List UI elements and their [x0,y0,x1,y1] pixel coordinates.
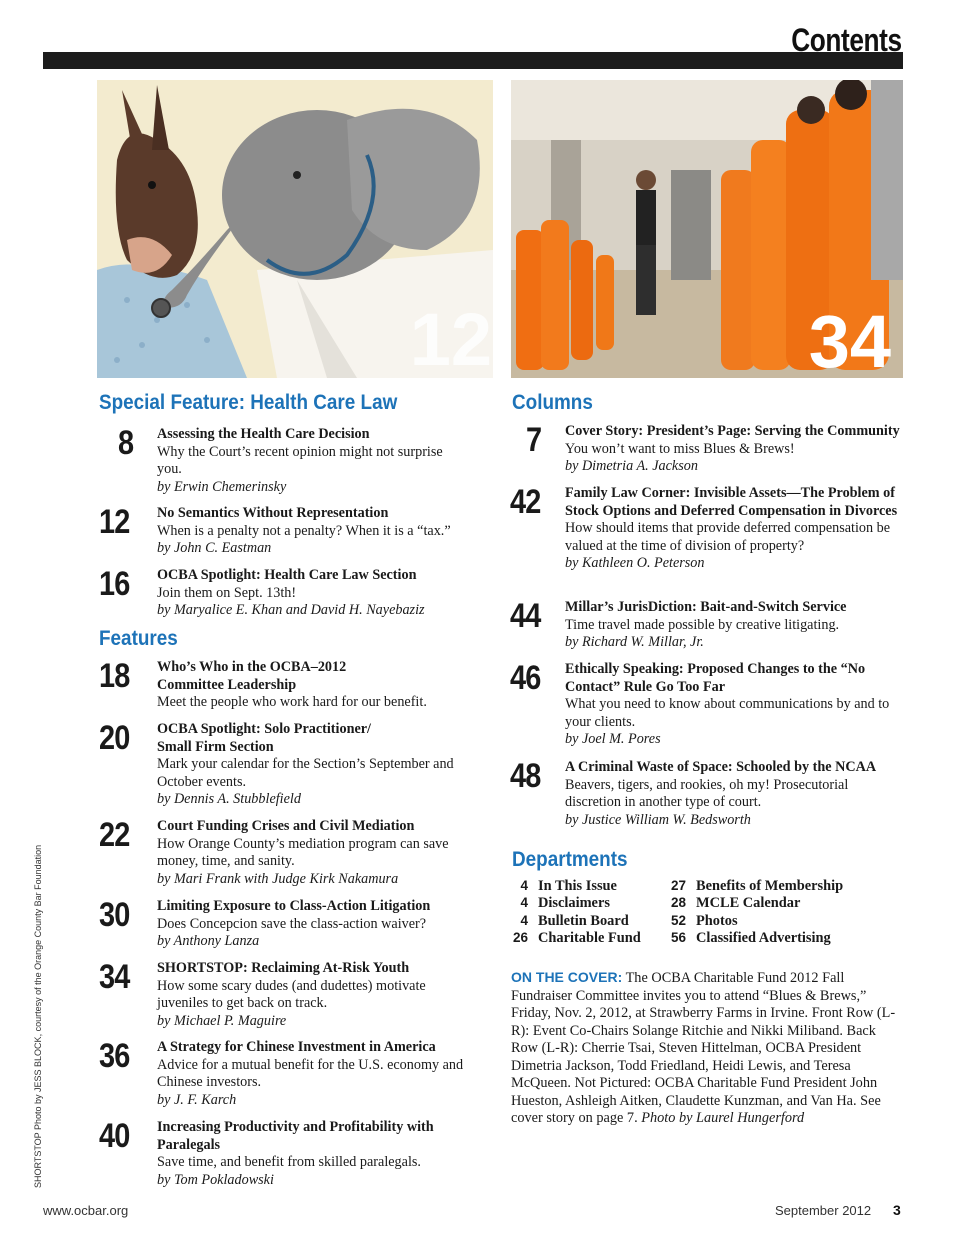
article-description: Beavers, tigers, and rookies, oh my! Prosecutorial discretion in another type of court. [565,776,849,810]
page-number: 26 [512,930,528,945]
department-label: MCLE Calendar [696,895,801,911]
department-label: Bulletin Board [538,913,629,929]
page-number: 36 [99,1037,130,1075]
article-byline: by Maryalice E. Khan and David H. Nayebaziz [157,602,425,618]
article-description: You won’t want to miss Blues & Brews! [565,440,795,457]
article-description: Save time, and benefit from skilled paralegals. [157,1154,421,1170]
page-number: 46 [510,659,541,697]
department-item[interactable] [658,895,800,912]
special-feature-heading: Special Feature: Health Care Law [99,391,398,414]
article-title: Family Law Corner: Invisible Assets—The Problem of Stock Options and Deferred Compensation in Divorces [565,485,898,519]
article-byline: by Kathleen O. Peterson [565,555,705,571]
page-number: 52 [670,913,686,928]
article-description: When is a penalty not a penalty? When it is a “tax.” [157,522,451,539]
article-title: OCBA Spotlight: Health Care Law Section [157,567,417,583]
article-title: Millar’s JurisDiction: Bait-and-Switch Service [565,599,847,615]
cover-label: ON THE COVER: [511,969,623,985]
page-number: 8 [118,424,134,462]
orange-jumpsuits-photo-icon [511,80,903,378]
department-label: Classified Advertising [696,930,831,946]
page-number: 7 [526,421,542,459]
columns-heading: Columns [512,391,593,414]
page-number: 4 [520,878,528,893]
page-number: 34 [99,958,130,996]
page-number: 42 [510,483,541,521]
health-care-illustration [97,80,493,378]
page-number: 28 [670,895,686,910]
department-item[interactable] [500,878,617,895]
article-title: Court Funding Crises and Civil Mediation [157,818,415,834]
article-title: SHORTSTOP: Reclaiming At-Risk Youth [157,960,410,976]
article-byline: by Mari Frank with Judge Kirk Nakamura [157,870,399,887]
department-label: Benefits of Membership [696,878,844,894]
article-description: Mark your calendar for the Section’s September and October events. [157,756,454,790]
article-description: How should items that provide deferred compensation be valued at the time of division of property? [565,520,891,554]
page-number: 48 [510,757,541,795]
article-title: A Strategy for Chinese Investment in America [157,1039,436,1055]
footer-date: September 2012 [775,1203,872,1218]
article-byline: by Dennis A. Stubblefield [157,791,301,807]
page-number: 30 [99,896,130,934]
article-byline: by Justice William W. Bedsworth [565,811,751,828]
cover-caption [511,969,905,1128]
department-label: In This Issue [538,878,617,894]
article-byline: by Richard W. Millar, Jr. [565,634,704,650]
page-number: 27 [670,878,686,893]
page-number: 22 [99,816,130,854]
article-title: Limiting Exposure to Class-Action Litigation [157,898,431,914]
article-description: Why the Court’s recent opinion might not surprise you. [157,443,443,477]
department-label: Charitable Fund [538,930,641,946]
article-title: OCBA Spotlight: Solo Practitioner/ Small Firm Section [157,721,371,755]
article-title: Assessing the Health Care Decision [157,426,370,442]
article-byline: by Michael P. Maguire [157,1012,287,1029]
article-byline: by Erwin Chemerinsky [157,478,287,495]
cover-photo-credit: Photo by Laurel Hungerford [641,1110,805,1126]
article-description: How Orange County’s mediation program can save money, time, and sanity. [157,835,449,869]
donkey-elephant-illustration-icon [97,80,493,378]
article-title: Ethically Speaking: Proposed Changes to the “No Contact” Rule Go Too Far [565,661,866,695]
page-number: 4 [520,895,528,910]
article-byline: by Joel M. Pores [565,731,661,747]
page-number-footer: 3 [893,1202,901,1218]
photo-number-right: 34 [808,300,891,378]
page-number: 18 [99,657,130,695]
page-number: 12 [99,503,130,541]
department-item[interactable] [500,895,610,912]
department-item[interactable] [658,878,843,895]
department-item[interactable] [658,913,738,930]
article-description: Does Concepcion save the class-action waiver? [157,915,427,932]
department-item[interactable] [500,913,629,930]
page-number: 40 [99,1117,130,1155]
page-title: Contents [791,22,902,58]
article-byline: by Tom Pokladowski [157,1171,274,1188]
article-description: Meet the people who work hard for our benefit. [157,694,427,710]
article-title: A Criminal Waste of Space: Schooled by the NCAA [565,759,877,775]
department-label: Photos [696,913,738,929]
photo-number-left: 12 [409,298,492,378]
cover-text: The OCBA Charitable Fund 2012 Fall Fundraiser Committee invites you to attend “Blues & Brews,” Friday, Nov. 2, 2012, at Strawberry Farms in Irvine. Front Row (L-R): Event Co-Chairs Solange Ritchie and Nikki Miliband. Back Row (L-R): Cherrie Tsai, Steven Hittelman, OCBA President Dimetria Jackson, Todd Friedland, Heidi Lewis, and Teresa McQueen. Not Pictured: OCBA Charitable Fund President John Hueston, Ashleigh Aitken, Claudette Kunzman, and Van Ha. See cover story on page 7. [511,970,896,1126]
departments-heading: Departments [512,848,628,871]
article-description: Advice for a mutual benefit for the U.S. economy and Chinese investors. [157,1056,464,1090]
footer-url[interactable]: www.ocbar.org [43,1203,129,1218]
photo-credit: SHORTSTOP Photo by JESS BLOCK, courtesy of the Orange County Bar Foundation [33,844,43,1188]
article-title: Cover Story: President’s Page: Serving the Community [565,423,900,439]
page-number: 20 [99,719,130,757]
article-title: No Semantics Without Representation [157,505,389,521]
page-number: 16 [99,565,130,603]
page-number: 56 [670,930,686,945]
article-description: Time travel made possible by creative litigating. [565,616,840,633]
department-label: Disclaimers [538,895,610,911]
article-byline: by John C. Eastman [157,540,272,556]
article-byline: by Anthony Lanza [157,933,260,949]
page-number: 4 [520,913,528,928]
article-byline: by Dimetria A. Jackson [565,458,698,474]
page-number: 44 [510,597,541,635]
article-title: Increasing Productivity and Profitability with Paralegals [157,1119,434,1153]
article-description: Join them on Sept. 13th! [157,584,297,601]
department-item[interactable] [500,930,641,947]
article-description: What you need to know about communications by and to your clients. [565,696,890,730]
header-bar [43,52,903,69]
shortstop-photo [511,80,903,378]
article-title: Who’s Who in the OCBA–2012 Committee Leadership [157,659,347,693]
features-heading: Features [99,627,178,650]
article-byline: by J. F. Karch [157,1091,237,1108]
department-item[interactable] [658,930,831,947]
article-description: How some scary dudes (and dudettes) motivate juveniles to get back on track. [157,977,426,1011]
